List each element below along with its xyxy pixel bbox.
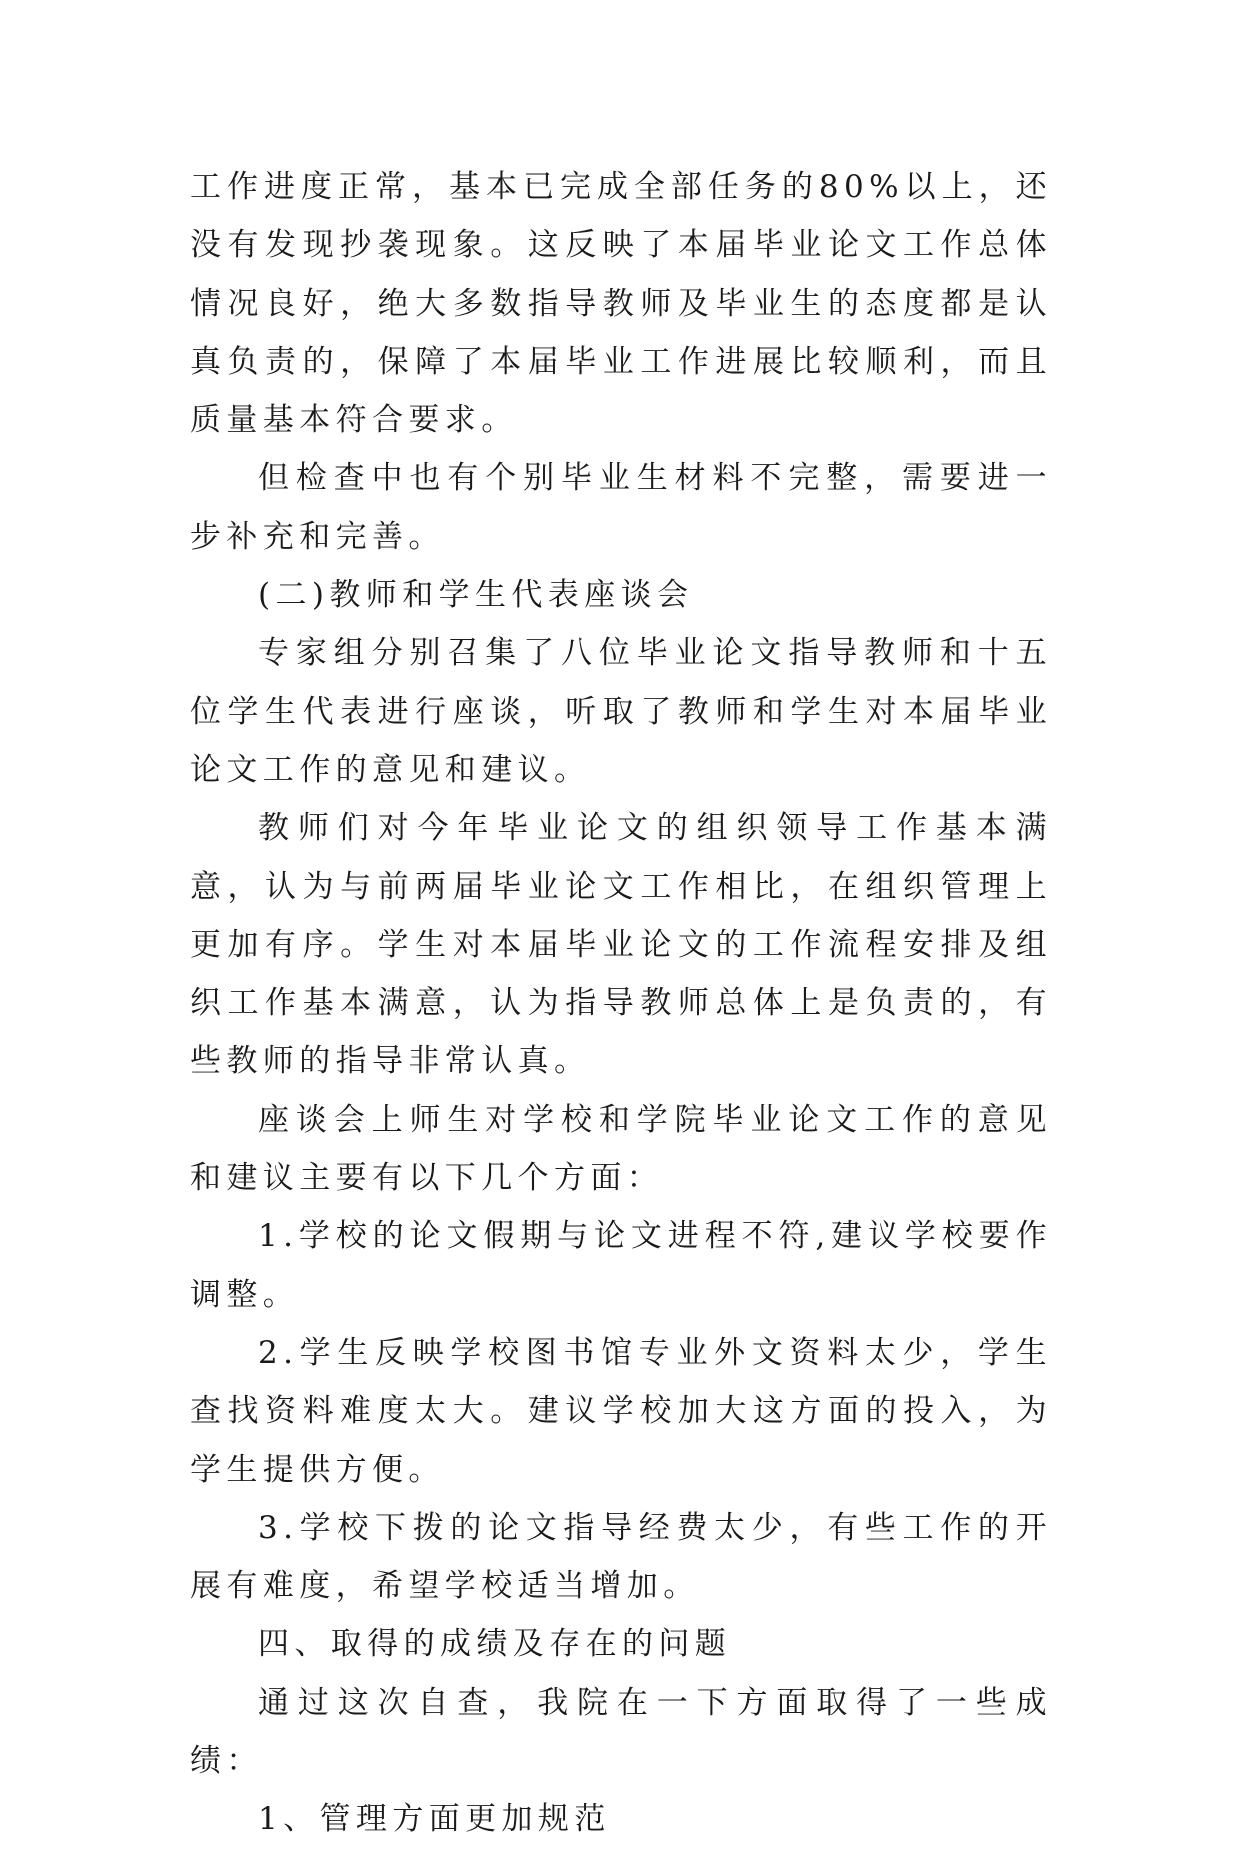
section-heading-symposium: (二)教师和学生代表座谈会	[258, 577, 694, 614]
list-item-3: 3.学校下拨的论文指导经费太少，有些工作的开展有难度，希望学校适当增加。	[190, 1509, 1052, 1605]
paragraph-continued: 工作进度正常，基本已完成全部任务的80%以上，还没有发现抄袭现象。这反映了本届毕业论文工作总体情况良好，绝大多数指导教师及毕业生的态度都是认真负责的，保障了本届毕业工作进展比较顺利，而且质量基本符合要求。	[190, 169, 1052, 439]
document-page	[190, 158, 1052, 1849]
paragraph-incomplete-materials: 但检查中也有个别毕业生材料不完整，需要进一步补充和完善。	[190, 460, 1052, 555]
paragraph-symposium-intro: 专家组分别召集了八位毕业论文指导教师和十五位学生代表进行座谈，听取了教师和学生对本届毕业论文工作的意见和建议。	[190, 635, 1052, 788]
paragraph-achievements-intro: 通过这次自查，我院在一下方面取得了一些成绩：	[190, 1684, 1052, 1780]
section-heading-achievements: 四、取得的成绩及存在的问题	[258, 1626, 732, 1663]
paragraph-satisfaction: 教师们对今年毕业论文的组织领导工作基本满意，认为与前两届毕业论文工作相比，在组织管理上更加有序。学生对本届毕业论文的工作流程安排及组织工作基本满意，认为指导教师总体上是负责的，有些教师的指导非常认真。	[190, 810, 1052, 1080]
list-item-2: 2.学生反映学校图书馆专业外文资料太少，学生查找资料难度太大。建议学校加大这方面的投入，为学生提供方便。	[190, 1334, 1052, 1488]
paragraph-opinions-intro: 座谈会上师生对学校和学院毕业论文工作的意见和建议主要有以下几个方面：	[190, 1101, 1052, 1197]
list-item-1: 1.学校的论文假期与论文进程不符,建议学校要作调整。	[190, 1218, 1052, 1313]
subheading-management: 1、管理方面更加规范	[258, 1801, 611, 1838]
